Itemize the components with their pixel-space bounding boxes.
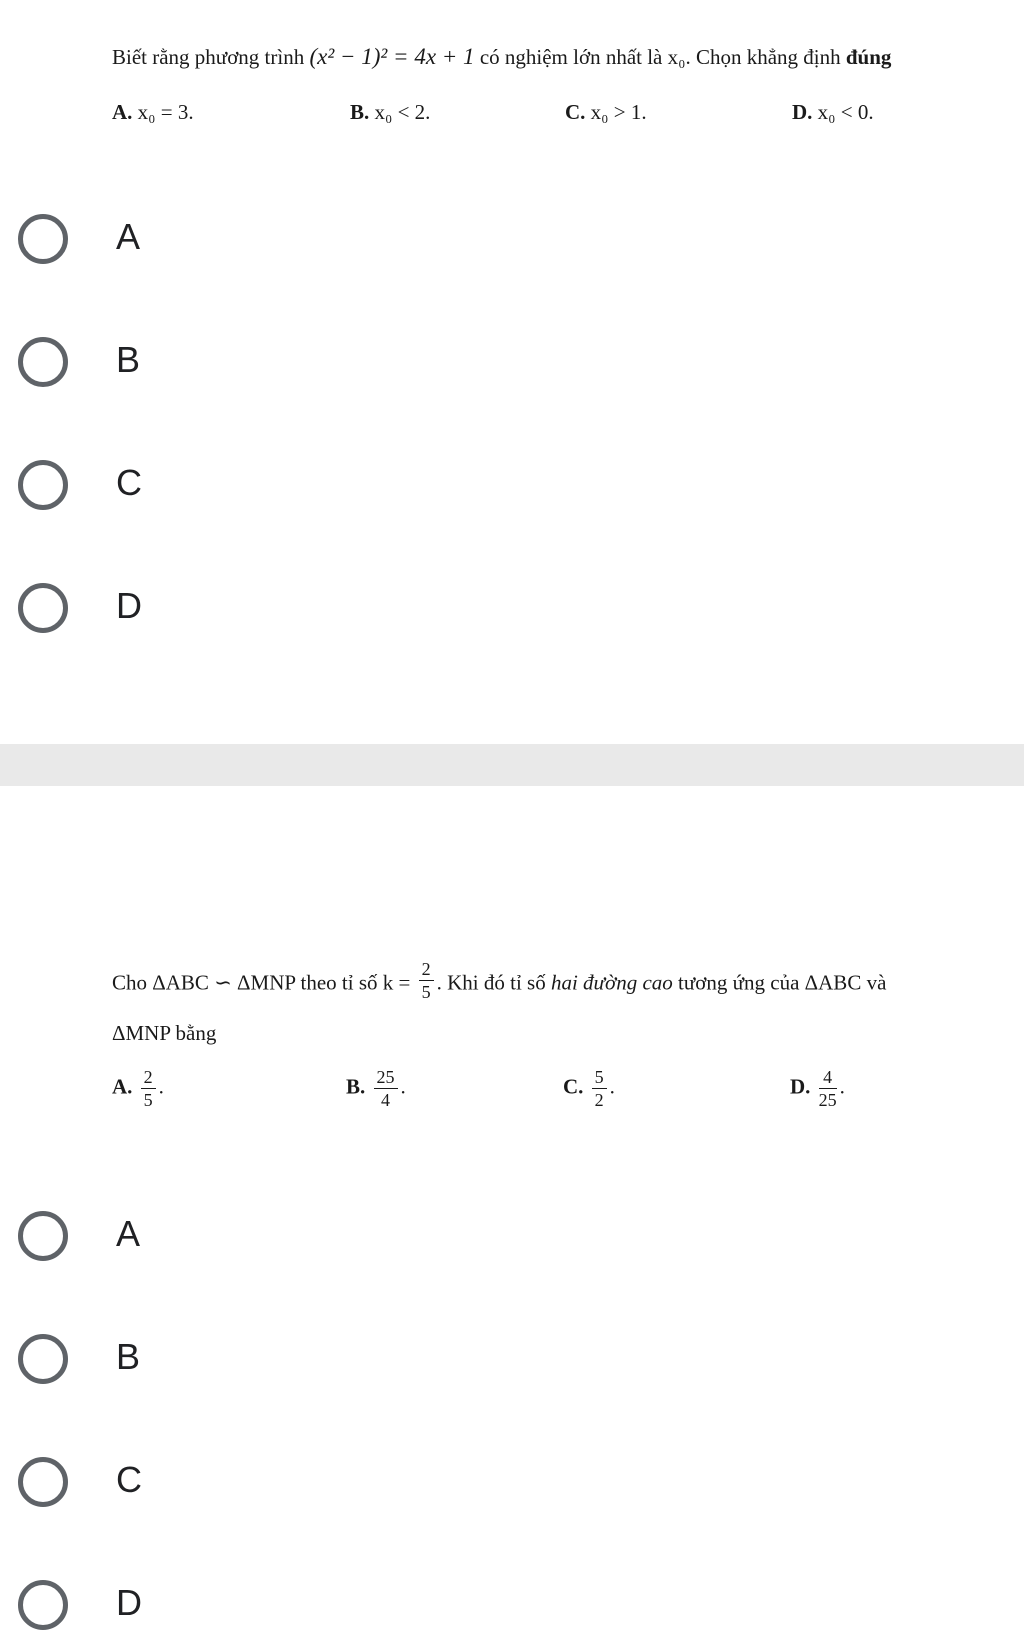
option-letter: A. [112, 100, 133, 124]
radio-button[interactable] [18, 1580, 68, 1630]
fraction-numerator: 2 [141, 1068, 156, 1089]
question-1-choice-d[interactable] [18, 579, 318, 639]
question-2-line-1-post: tương ứng của ΔABC và [678, 970, 887, 995]
radio-button[interactable] [18, 583, 68, 633]
question-2-statement-line-2 [112, 1021, 216, 1046]
question-2-choice-b[interactable] [18, 1330, 318, 1390]
question-2-option-b: B. $\frac{25}{4}$ . [346, 1067, 406, 1110]
option-text: x₀ = 3. [137, 100, 194, 124]
choice-label: D [116, 1582, 142, 1623]
option-letter: C. [565, 100, 586, 124]
question-2-option-d: D. $\frac{4}{25}$ . [790, 1067, 845, 1110]
radio-button[interactable] [18, 460, 68, 510]
fraction-denominator: 25 [818, 1090, 837, 1110]
option-text: x₀ < 0. [817, 100, 874, 124]
question-1-option-d [792, 100, 874, 125]
question-1-text-bold: đúng [845, 45, 892, 69]
option-fraction [141, 1068, 156, 1109]
option-letter: B. [346, 1074, 366, 1099]
question-2-option-c: C. $\frac{5}{2}$ . [563, 1067, 615, 1110]
fraction-denominator: 5 [143, 1090, 153, 1110]
fraction-denominator: 4 [381, 1090, 391, 1110]
question-2-line-1-mid: . Khi đó tỉ số [436, 970, 546, 995]
question-2-choice-d[interactable] [18, 1576, 318, 1636]
ratio-fraction [419, 960, 434, 1001]
choice-label: D [116, 585, 142, 626]
choice-label: A [116, 1213, 141, 1254]
question-1-text-post: có nghiệm lớn nhất là x₀. Chọn khẳng định [479, 45, 841, 69]
option-letter: B. [350, 100, 370, 124]
question-1-option-b [350, 100, 430, 125]
question-1-equation: (x² − 1)² = 4x + 1 [309, 44, 475, 69]
question-1-option-c [565, 100, 647, 125]
question-2-option-a: A. $\frac{2}{5}$ . [112, 1067, 164, 1110]
fraction-numerator: 25 [374, 1068, 398, 1089]
option-letter: D. [790, 1074, 811, 1099]
question-1-choice-c[interactable] [18, 456, 318, 516]
question-1-option-a [112, 100, 194, 125]
question-1-statement [112, 44, 891, 70]
radio-button[interactable] [18, 1211, 68, 1261]
fraction-denominator: 2 [594, 1090, 604, 1110]
option-fraction [592, 1068, 607, 1109]
radio-button[interactable] [18, 1457, 68, 1507]
option-letter: C. [563, 1074, 584, 1099]
question-2-choice-c[interactable] [18, 1453, 318, 1513]
question-2-choice-a[interactable] [18, 1207, 318, 1267]
choice-label: A [116, 216, 141, 257]
question-2-statement-line-1 [112, 959, 887, 1005]
fraction-numerator: 5 [592, 1068, 607, 1089]
radio-button[interactable] [18, 337, 68, 387]
fraction-denominator: 5 [421, 982, 431, 1002]
choice-label: C [116, 462, 142, 503]
fraction-numerator: 4 [819, 1068, 837, 1089]
option-letter: A. [112, 1074, 133, 1099]
question-1-choice-a[interactable] [18, 210, 318, 270]
radio-button[interactable] [18, 1334, 68, 1384]
option-fraction [819, 1068, 837, 1109]
question-2-line-1-italic: hai đường cao [550, 970, 673, 995]
fraction-numerator: 2 [419, 960, 434, 981]
question-divider [0, 744, 1024, 786]
option-text: x₀ < 2. [374, 100, 431, 124]
choice-label: B [116, 339, 141, 380]
question-2-line-1-pre: Cho ΔABC ∽ ΔMNP theo tỉ số k = [112, 970, 411, 995]
option-letter: D. [792, 100, 813, 124]
option-fraction [374, 1068, 398, 1109]
option-text: x₀ > 1. [590, 100, 647, 124]
question-2-line-2: ΔMNP bằng [112, 1021, 217, 1045]
question-1-choice-b[interactable] [18, 333, 318, 393]
radio-button[interactable] [18, 214, 68, 264]
question-1-text-pre: Biết rằng phương trình [112, 45, 305, 69]
choice-label: B [116, 1336, 141, 1377]
choice-label: C [116, 1459, 142, 1500]
